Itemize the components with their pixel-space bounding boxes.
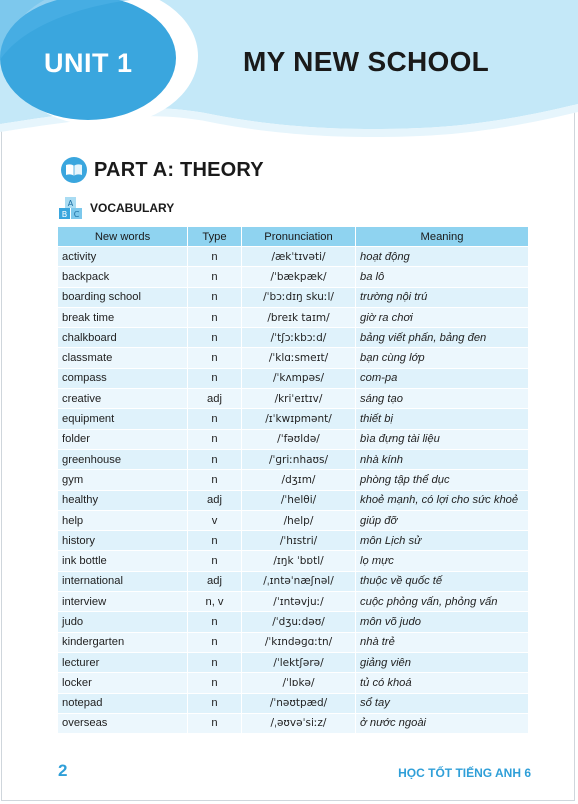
cell-new-word: judo	[58, 612, 188, 632]
column-header-pronunciation: Pronunciation	[242, 227, 356, 247]
cell-pronunciation: /ˈbɔːdɪŋ skuːl/	[242, 287, 356, 307]
book-icon	[60, 156, 88, 184]
table-row	[58, 673, 529, 693]
vocabulary-table-body	[58, 247, 529, 734]
cell-meaning: môn võ judo	[356, 612, 529, 632]
cell-new-word: boarding school	[58, 287, 188, 307]
table-row	[58, 429, 529, 449]
table-row	[58, 368, 529, 388]
cell-meaning: lọ mực	[356, 551, 529, 571]
cell-type: n	[188, 551, 242, 571]
cell-pronunciation: /ˈhelθi/	[242, 490, 356, 510]
cell-new-word: lecturer	[58, 652, 188, 672]
table-row	[58, 348, 529, 368]
cell-meaning: môn Lịch sử	[356, 531, 529, 551]
cell-pronunciation: /ˈhɪstri/	[242, 531, 356, 551]
cell-meaning: tủ có khoá	[356, 673, 529, 693]
cell-pronunciation: /ɪŋk ˈbɒtl/	[242, 551, 356, 571]
cell-new-word: chalkboard	[58, 328, 188, 348]
cell-meaning: thuộc về quốc tế	[356, 571, 529, 591]
cell-meaning: giảng viên	[356, 652, 529, 672]
table-row	[58, 612, 529, 632]
abc-blocks-icon	[58, 196, 86, 220]
cell-type: n	[188, 328, 242, 348]
table-row	[58, 307, 529, 327]
cell-meaning: ba lô	[356, 267, 529, 287]
table-row	[58, 287, 529, 307]
cell-type: n	[188, 307, 242, 327]
cell-meaning: giúp đỡ	[356, 510, 529, 530]
cell-type: n	[188, 267, 242, 287]
cell-pronunciation: /ɪˈkwɪpmənt/	[242, 409, 356, 429]
cell-new-word: gym	[58, 470, 188, 490]
vocabulary-title: VOCABULARY	[90, 201, 175, 215]
cell-type: n	[188, 693, 242, 713]
cell-new-word: history	[58, 531, 188, 551]
cell-pronunciation: /ˈɡriːnhaʊs/	[242, 449, 356, 469]
cell-meaning: bảng viết phấn, bảng đen	[356, 328, 529, 348]
cell-type: n	[188, 449, 242, 469]
cell-new-word: interview	[58, 592, 188, 612]
cell-meaning: nhà kính	[356, 449, 529, 469]
cell-meaning: com-pa	[356, 368, 529, 388]
cell-meaning: giờ ra chơi	[356, 307, 529, 327]
vocabulary-table	[57, 226, 529, 734]
table-row	[58, 449, 529, 469]
table-row	[58, 571, 529, 591]
cell-new-word: backpack	[58, 267, 188, 287]
cell-type: v	[188, 510, 242, 530]
table-row	[58, 409, 529, 429]
cell-new-word: ink bottle	[58, 551, 188, 571]
cell-meaning: cuộc phỏng vấn, phỏng vấn	[356, 592, 529, 612]
cell-new-word: folder	[58, 429, 188, 449]
cell-type: n	[188, 429, 242, 449]
unit-title: MY NEW SCHOOL	[243, 46, 490, 77]
cell-new-word: locker	[58, 673, 188, 693]
cell-type: n	[188, 673, 242, 693]
cell-new-word: international	[58, 571, 188, 591]
cell-type: n	[188, 612, 242, 632]
cell-meaning: bìa đựng tài liệu	[356, 429, 529, 449]
part-title: PART A: THEORY	[94, 158, 264, 181]
cell-meaning: sáng tạo	[356, 389, 529, 409]
cell-pronunciation: /ˈnəʊtpæd/	[242, 693, 356, 713]
cell-pronunciation: /help/	[242, 510, 356, 530]
cell-meaning: ở nước ngoài	[356, 713, 529, 733]
cell-new-word: overseas	[58, 713, 188, 733]
cell-pronunciation: /ˌəʊvəˈsiːz/	[242, 713, 356, 733]
column-header-type: Type	[188, 227, 242, 247]
table-row	[58, 551, 529, 571]
cell-pronunciation: /ˈbækpæk/	[242, 267, 356, 287]
cell-pronunciation: /kriˈeɪtɪv/	[242, 389, 356, 409]
cell-meaning: thiết bị	[356, 409, 529, 429]
cell-type: n	[188, 287, 242, 307]
cell-type: n, v	[188, 592, 242, 612]
cell-pronunciation: /ˈlektʃərə/	[242, 652, 356, 672]
table-row	[58, 389, 529, 409]
table-row	[58, 267, 529, 287]
column-header-new-words: New words	[58, 227, 188, 247]
cell-type: n	[188, 409, 242, 429]
table-row	[58, 652, 529, 672]
cell-new-word: classmate	[58, 348, 188, 368]
cell-meaning: bạn cùng lớp	[356, 348, 529, 368]
cell-meaning: nhà trẻ	[356, 632, 529, 652]
table-row	[58, 490, 529, 510]
column-header-meaning: Meaning	[356, 227, 529, 247]
cell-type: n	[188, 368, 242, 388]
cell-new-word: notepad	[58, 693, 188, 713]
cell-new-word: equipment	[58, 409, 188, 429]
cell-type: n	[188, 247, 242, 267]
cell-type: adj	[188, 490, 242, 510]
table-row	[58, 510, 529, 530]
cell-pronunciation: /ˌɪntəˈnæʃnəl/	[242, 571, 356, 591]
cell-type: n	[188, 652, 242, 672]
cell-pronunciation: /ˈlɒkə/	[242, 673, 356, 693]
cell-new-word: help	[58, 510, 188, 530]
cell-new-word: compass	[58, 368, 188, 388]
cell-new-word: break time	[58, 307, 188, 327]
table-row	[58, 247, 529, 267]
svg-text:A: A	[67, 199, 74, 208]
unit-label: UNIT 1	[44, 48, 133, 78]
cell-type: adj	[188, 571, 242, 591]
book-title: HỌC TỐT TIẾNG ANH 6	[398, 766, 531, 780]
cell-meaning: phòng tập thể dục	[356, 470, 529, 490]
part-heading	[60, 155, 264, 185]
cell-new-word: kindergarten	[58, 632, 188, 652]
cell-pronunciation: /ˈtʃɔːkbɔːd/	[242, 328, 356, 348]
cell-pronunciation: /ˈɪntəvjuː/	[242, 592, 356, 612]
cell-type: adj	[188, 389, 242, 409]
cell-meaning: khoẻ mạnh, có lợi cho sức khoẻ	[356, 490, 529, 510]
cell-pronunciation: /dʒɪm/	[242, 470, 356, 490]
table-header-row	[58, 227, 529, 247]
cell-pronunciation: /ˈkɪndəɡɑːtn/	[242, 632, 356, 652]
cell-new-word: activity	[58, 247, 188, 267]
svg-text:C: C	[73, 210, 80, 219]
cell-type: n	[188, 632, 242, 652]
table-row	[58, 632, 529, 652]
table-row	[58, 693, 529, 713]
cell-new-word: creative	[58, 389, 188, 409]
page-number: 2	[58, 761, 68, 780]
cell-meaning: sổ tay	[356, 693, 529, 713]
cell-type: n	[188, 531, 242, 551]
cell-pronunciation: /ˈfəʊldə/	[242, 429, 356, 449]
cell-meaning: hoạt động	[356, 247, 529, 267]
table-row	[58, 592, 529, 612]
cell-type: n	[188, 348, 242, 368]
svg-text:B: B	[61, 210, 68, 219]
cell-meaning: trường nội trú	[356, 287, 529, 307]
cell-pronunciation: /ækˈtɪvəti/	[242, 247, 356, 267]
cell-type: n	[188, 470, 242, 490]
cell-pronunciation: /ˈkʌmpəs/	[242, 368, 356, 388]
cell-pronunciation: /ˈklɑːsmeɪt/	[242, 348, 356, 368]
cell-new-word: greenhouse	[58, 449, 188, 469]
cell-new-word: healthy	[58, 490, 188, 510]
cell-pronunciation: /breɪk taɪm/	[242, 307, 356, 327]
table-row	[58, 713, 529, 733]
table-row	[58, 470, 529, 490]
table-row	[58, 531, 529, 551]
table-row	[58, 328, 529, 348]
vocabulary-heading	[58, 196, 174, 220]
cell-pronunciation: /ˈdʒuːdəʊ/	[242, 612, 356, 632]
cell-type: n	[188, 713, 242, 733]
